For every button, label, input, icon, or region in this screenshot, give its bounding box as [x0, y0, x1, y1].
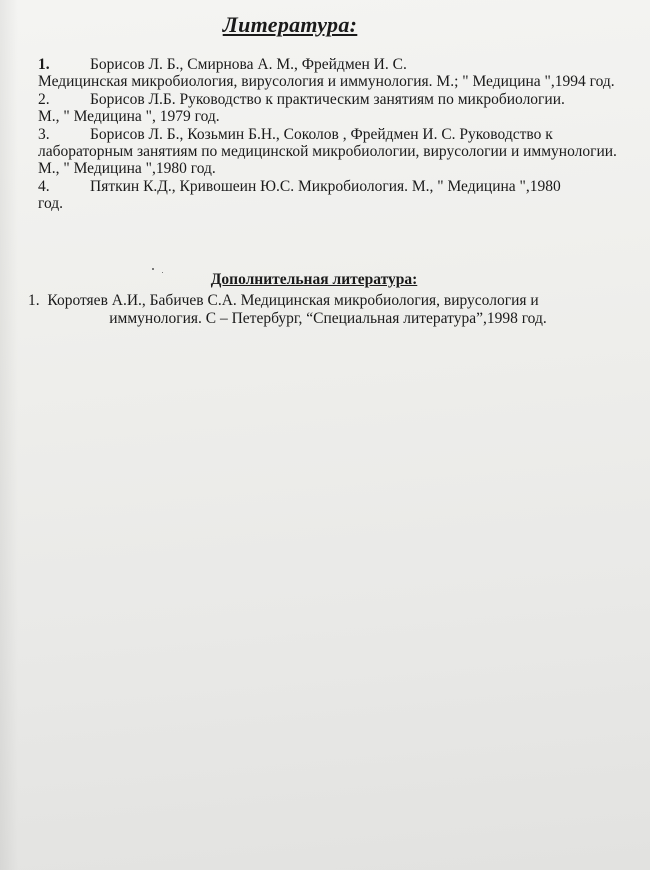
reference-number: 2.: [38, 90, 50, 108]
reference-number: 3.: [38, 125, 50, 143]
additional-literature-heading: Дополнительная литература:: [210, 271, 418, 288]
reference-text-line1: Коротяев А.И., Бабичев С.А. Медицинская микробиология, вирусология и: [47, 292, 539, 309]
reference-text-rest: Медицинская микробиология, вирусология и иммунология. М.; " Медицина ",1994 год.: [38, 73, 615, 91]
reference-text-line1: Борисов Л. Б., Козьмин Б.Н., Соколов , Фрейдмен И. С. Руководство к: [90, 125, 553, 143]
reference-number: 1.: [28, 292, 40, 309]
paper-speck: [152, 268, 154, 270]
additional-reference-item-1: [28, 292, 628, 328]
page-title: Литература:: [222, 12, 358, 37]
reference-text-rest: год.: [38, 195, 64, 213]
reference-number: 4.: [38, 177, 50, 195]
additional-reference-list: [28, 292, 628, 328]
reference-number: 1.: [38, 56, 50, 73]
reference-text-line1: Пяткин К.Д., Кривошеин Ю.С. Микробиология. М., " Медицина ",1980: [90, 177, 561, 195]
page-shadow: [0, 0, 18, 870]
reference-item-3: [38, 126, 628, 178]
reference-text-line1: Борисов Л.Б. Руководство к практическим занятиям по микробиологии.: [90, 90, 565, 108]
reference-text-line1: Борисов Л. Б., Смирнова А. М., Фрейдмен И. С.: [90, 56, 407, 73]
reference-item-4: [38, 178, 628, 213]
main-reference-list: [38, 56, 628, 213]
reference-item-2: [38, 91, 628, 126]
reference-text-line2: иммунология. С – Петербург, “Специальная литература”,1998 год.: [109, 310, 547, 327]
reference-text-rest: М., " Медицина ", 1979 год.: [38, 108, 220, 126]
reference-item-1: [38, 56, 628, 91]
reference-text-rest: лабораторным занятиям по медицинской микробиологии, вирусологии и иммунологии. М., " Медицина ",1980 год.: [38, 143, 617, 178]
